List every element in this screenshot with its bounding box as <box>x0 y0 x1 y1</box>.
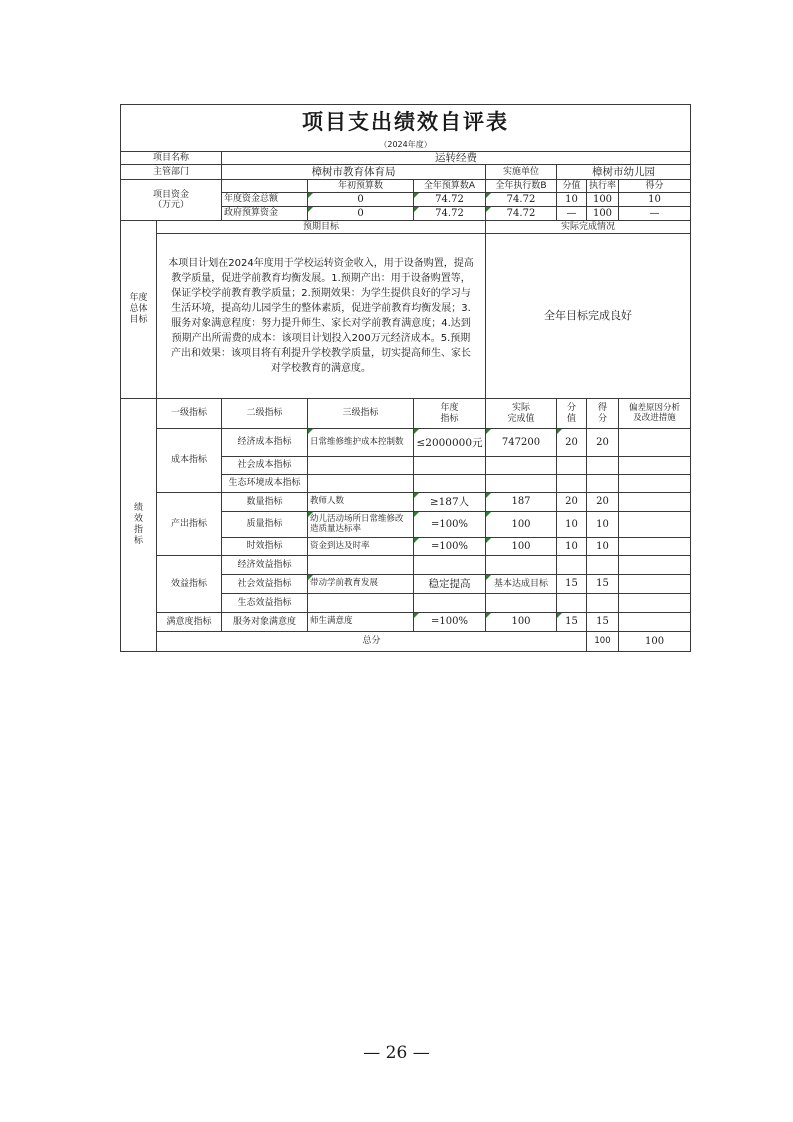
row-note <box>619 429 691 457</box>
annual-goals-label <box>121 221 157 399</box>
row-actual <box>486 475 557 493</box>
row-actual: 100 <box>486 538 557 556</box>
funds-label-line2: （万元） <box>152 200 189 211</box>
row-l3: 幼儿活动场所日常维修改造质量达标率 <box>308 512 414 538</box>
row-target <box>414 594 486 613</box>
row-note <box>619 613 691 632</box>
row-actual <box>486 457 557 475</box>
row-score: 20 <box>587 493 619 512</box>
table-title: 项目支出绩效自评表 <box>121 105 691 140</box>
row-target: ≥187人 <box>414 493 486 512</box>
annual-goals-label-line2: 总体 <box>129 303 148 314</box>
funds-row-total-rate: 100 <box>587 193 619 207</box>
row-score <box>587 556 619 575</box>
row-actual <box>486 594 557 613</box>
dept-label: 主管部门 <box>121 165 222 180</box>
indicators-section-label <box>121 399 157 652</box>
indicators-label-char4: 标 <box>133 536 143 547</box>
row-score: 10 <box>587 512 619 538</box>
row-l2: 时效指标 <box>222 538 308 556</box>
impl-unit-label: 实施单位 <box>486 165 557 180</box>
row-target: ≤2000000元 <box>414 429 486 457</box>
expected-goal-header: 预期目标 <box>157 221 486 234</box>
row-score: 20 <box>587 429 619 457</box>
ind-header-actual-line2: 完成值 <box>507 413 535 424</box>
ind-header-deviation-line1: 偏差原因分析 <box>629 402 681 413</box>
group-output: 产出指标 <box>157 493 222 556</box>
row-target: =100% <box>414 512 486 538</box>
row-l2: 经济效益指标 <box>222 556 308 575</box>
row-target <box>414 556 486 575</box>
row-note <box>619 493 691 512</box>
funds-row-total-executed: 74.72 <box>486 193 557 207</box>
row-l3: 带动学前教育发展 <box>308 575 414 594</box>
row-actual: 747200 <box>486 429 557 457</box>
row-target <box>414 457 486 475</box>
project-name-label: 项目名称 <box>121 152 222 165</box>
row-l3: 师生满意度 <box>308 613 414 632</box>
ind-header-level2: 二级指标 <box>222 399 308 429</box>
row-l2: 生态效益指标 <box>222 594 308 613</box>
row-weight: 15 <box>557 613 587 632</box>
row-score: 10 <box>587 538 619 556</box>
row-weight <box>557 556 587 575</box>
ind-header-score-line1: 得 <box>597 403 607 414</box>
row-target <box>414 475 486 493</box>
funds-row-gov-label: 政府预算资金 <box>222 207 308 221</box>
funds-header-weight: 分值 <box>557 180 587 193</box>
row-l3 <box>308 594 414 613</box>
funds-label-line1: 项目资金 <box>152 189 189 200</box>
funds-header-blank <box>222 180 308 193</box>
row-score <box>587 475 619 493</box>
row-l2: 经济成本指标 <box>222 429 308 457</box>
funds-row-gov-initial: 0 <box>308 207 414 221</box>
impl-unit-value: 樟树市幼儿园 <box>557 165 691 180</box>
ind-header-annual <box>414 399 486 429</box>
row-note <box>619 457 691 475</box>
funds-header-full-year: 全年预算数A <box>414 180 486 193</box>
ind-header-weight-line2: 值 <box>566 413 576 424</box>
row-score <box>587 594 619 613</box>
row-note <box>619 538 691 556</box>
row-score: 15 <box>587 613 619 632</box>
row-target: =100% <box>414 613 486 632</box>
row-score: 15 <box>587 575 619 594</box>
ind-header-score <box>587 399 619 429</box>
row-actual: 100 <box>486 613 557 632</box>
funds-row-total-initial: 0 <box>308 193 414 207</box>
total-score: 100 <box>619 632 691 652</box>
total-weight: 100 <box>587 632 619 652</box>
ind-header-deviation-line2: 及改进措施 <box>633 412 676 423</box>
row-note <box>619 575 691 594</box>
ind-header-deviation <box>619 399 691 429</box>
funds-row-total-full-year: 74.72 <box>414 193 486 207</box>
funds-row-gov-score: — <box>619 207 691 221</box>
ind-header-weight <box>557 399 587 429</box>
expected-goal-text: 本项目计划在2024年度用于学校运转资金收入，用于设备购置，提高教学质量，促进学前教育均衡发展。1.预期产出：用于设备购置等，保证学校学前教育教学质量；2.预期效果：为学生提供良好的学习与生活环境，提高幼儿园学生的整体素质，促进学前教育均衡发展；3.服务对象满意程度：努力提升师生、家长对学前教育满意度；4.达到预期产出所需费的成本：该项目计划投入200万元经济成本。5.预期产出和效果：该项目将有利提升学校教学质量，切实提高师生、家长对学校教育的满意度。 <box>157 234 486 399</box>
row-l2: 社会成本指标 <box>222 457 308 475</box>
ind-header-actual-line1: 实际 <box>511 403 530 414</box>
row-target: 稳定提高 <box>414 575 486 594</box>
row-actual: 187 <box>486 493 557 512</box>
funds-row-gov-weight: — <box>557 207 587 221</box>
table-year: （2024年度） <box>121 139 691 152</box>
ind-header-score-line2: 分 <box>597 413 607 424</box>
funds-row-total-score: 10 <box>619 193 691 207</box>
indicators-label-char2: 效 <box>133 513 143 524</box>
funds-label <box>121 180 222 221</box>
row-target: =100% <box>414 538 486 556</box>
row-note <box>619 556 691 575</box>
funds-row-total-weight: 10 <box>557 193 587 207</box>
row-score <box>587 457 619 475</box>
row-l3 <box>308 475 414 493</box>
performance-evaluation-sheet <box>120 104 690 652</box>
funds-row-gov-rate: 100 <box>587 207 619 221</box>
project-name-value: 运转经费 <box>222 152 691 165</box>
row-weight: 15 <box>557 575 587 594</box>
row-weight <box>557 594 587 613</box>
ind-header-level3: 三级指标 <box>308 399 414 429</box>
row-note <box>619 475 691 493</box>
row-actual: 100 <box>486 512 557 538</box>
row-l2: 数量指标 <box>222 493 308 512</box>
funds-row-gov-full-year: 74.72 <box>414 207 486 221</box>
funds-header-score: 得分 <box>619 180 691 193</box>
ind-header-actual <box>486 399 557 429</box>
dept-value: 樟树市教育体育局 <box>222 165 486 180</box>
annual-goals-label-line3: 目标 <box>129 315 148 326</box>
indicators-label-char3: 指 <box>133 525 143 536</box>
row-l3 <box>308 556 414 575</box>
funds-header-exec-rate: 执行率 <box>587 180 619 193</box>
group-benefit: 效益指标 <box>157 556 222 613</box>
row-l3 <box>308 457 414 475</box>
evaluation-table <box>120 104 691 652</box>
row-note <box>619 594 691 613</box>
row-weight: 20 <box>557 493 587 512</box>
funds-header-executed: 全年执行数B <box>486 180 557 193</box>
ind-header-level1: 一级指标 <box>157 399 222 429</box>
row-l2: 生态环境成本指标 <box>222 475 308 493</box>
row-l2: 服务对象满意度 <box>222 613 308 632</box>
indicators-label-char1: 绩 <box>133 502 143 513</box>
ind-header-annual-line1: 年度 <box>440 403 459 414</box>
row-actual <box>486 556 557 575</box>
row-l3: 资金到达及时率 <box>308 538 414 556</box>
group-satisfaction: 满意度指标 <box>157 613 222 632</box>
group-cost: 成本指标 <box>157 429 222 493</box>
row-l3: 日常维修维护成本控制数 <box>308 429 414 457</box>
row-note <box>619 512 691 538</box>
row-weight <box>557 475 587 493</box>
row-weight: 20 <box>557 429 587 457</box>
page-number: — 26 — <box>363 1043 430 1063</box>
row-weight: 10 <box>557 512 587 538</box>
funds-header-initial: 年初预算数 <box>308 180 414 193</box>
ind-header-annual-line2: 指标 <box>440 413 459 424</box>
row-weight: 10 <box>557 538 587 556</box>
funds-row-total-label: 年度资金总额 <box>222 193 308 207</box>
ind-header-weight-line1: 分 <box>566 403 576 414</box>
row-weight <box>557 457 587 475</box>
row-l2: 质量指标 <box>222 512 308 538</box>
funds-row-gov-executed: 74.72 <box>486 207 557 221</box>
actual-completion-text: 全年目标完成良好 <box>486 234 691 399</box>
actual-completion-header: 实际完成情况 <box>486 221 691 234</box>
row-l2: 社会效益指标 <box>222 575 308 594</box>
row-actual: 基本达成目标 <box>486 575 557 594</box>
total-label: 总分 <box>157 632 587 652</box>
row-l3: 教师人数 <box>308 493 414 512</box>
annual-goals-label-line1: 年度 <box>129 292 148 303</box>
